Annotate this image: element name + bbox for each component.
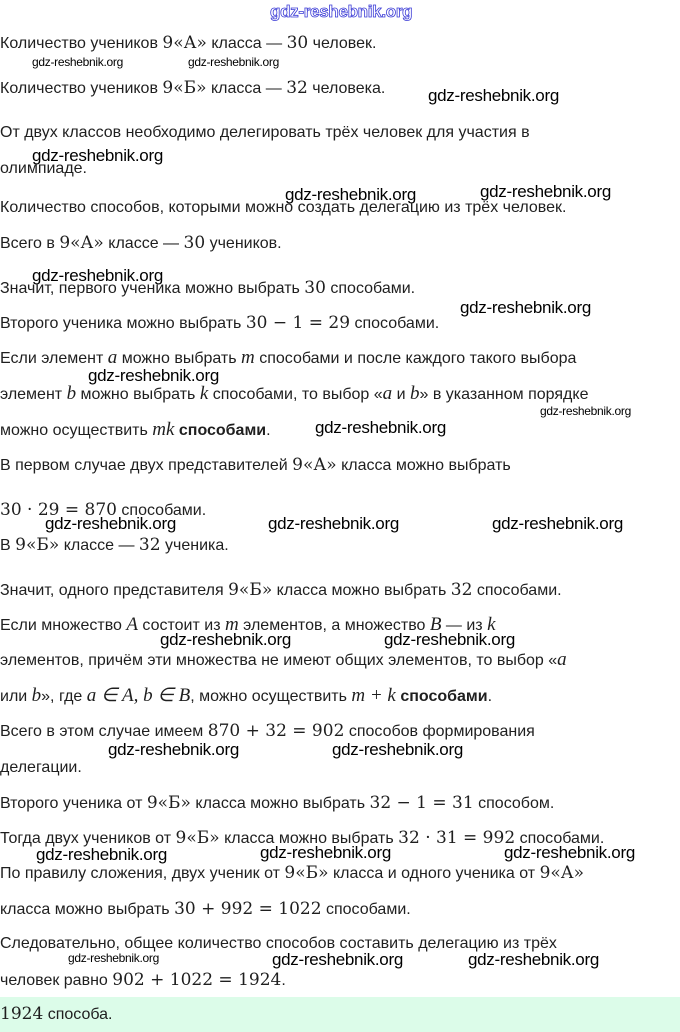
text-segment: Всего в — [0, 235, 60, 252]
watermark: gdz-reshebnik.org — [260, 843, 391, 862]
text-segment: Значит, одного представителя — [0, 582, 229, 599]
text-line — [0, 649, 567, 672]
text-segment: Второго ученика от — [0, 795, 147, 812]
text-segment: Всего в этом случае имеем — [0, 723, 208, 740]
text-line — [0, 757, 82, 779]
watermark: gdz-reshebnik.org — [88, 366, 219, 385]
watermark: gdz-reshebnik.org — [68, 951, 159, 965]
watermark: gdz-reshebnik.org — [45, 514, 176, 533]
text-segment: Если множество — [0, 617, 127, 634]
math-expression: 30 — [183, 233, 206, 253]
text-segment: В — [0, 537, 16, 554]
text-line — [0, 122, 530, 144]
text-segment: олимпиаде. — [0, 160, 87, 177]
text-segment: . — [487, 688, 493, 705]
math-expression: 30 — [304, 278, 326, 298]
math-expression: 1924 — [0, 1004, 44, 1024]
text-segment: класса — — [206, 35, 287, 52]
text-segment: , можно осуществить — [190, 688, 352, 705]
text-line — [0, 312, 439, 335]
watermark: gdz-reshebnik.org — [504, 843, 635, 862]
text-segment: учеников. — [205, 235, 282, 252]
text-segment: Тогда двух учеников от — [0, 830, 176, 847]
watermark: gdz-reshebnik.org — [160, 630, 291, 649]
math-expression: A — [126, 614, 138, 635]
text-line — [0, 232, 282, 255]
text-segment: класса — — [206, 80, 287, 97]
text-segment: способами. — [515, 830, 605, 847]
math-expression: b — [66, 383, 77, 404]
text-segment: — из — [441, 617, 488, 634]
text-segment: способа. — [43, 1006, 113, 1023]
math-expression: 32 · 31 = 992 — [398, 828, 516, 848]
math-expression: a — [557, 649, 567, 670]
math-expression: 9«Б» — [228, 580, 273, 600]
text-line — [0, 685, 492, 708]
text-segment: элементов, причём эти множества не имеют общих элементов, то выбор « — [0, 652, 558, 669]
text-segment: способами. — [472, 582, 562, 599]
watermark: gdz-reshebnik.org — [272, 950, 403, 969]
watermark: gdz-reshebnik.org — [384, 630, 515, 649]
text-segment: ученика. — [160, 537, 229, 554]
math-expression: 32 — [286, 78, 308, 98]
text-segment: делегации. — [0, 759, 82, 776]
text-segment: человек. — [308, 35, 377, 52]
text-segment: классе — — [103, 235, 184, 252]
text-segment: элемент — [0, 386, 67, 403]
text-segment: способами и после каждого такого выбора — [254, 350, 577, 367]
text-segment: В первом случае двух представителей — [0, 457, 293, 474]
text-segment: человек равно — [0, 972, 113, 989]
math-expression: mk — [152, 419, 175, 440]
text-segment: можно осуществить — [0, 422, 153, 439]
text-segment: класса можно выбрать — [190, 795, 370, 812]
math-expression: 30 — [286, 33, 309, 53]
text-segment: От двух классов необходимо делегировать трёх человек для участия в — [0, 124, 530, 141]
text-segment: класса можно выбрать — [272, 582, 451, 599]
text-line — [0, 792, 554, 815]
math-expression: m + k — [351, 685, 396, 706]
text-line — [0, 419, 271, 442]
math-expression: 30 − 1 = 29 — [245, 313, 351, 333]
answer-box — [0, 997, 680, 1032]
text-line — [0, 969, 286, 992]
watermark: gdz-reshebnik.org — [188, 55, 279, 69]
text-segment: По правилу сложения, двух ученик от — [0, 865, 285, 882]
watermark: gdz-reshebnik.org — [468, 950, 599, 969]
math-expression: 9«А» — [539, 863, 585, 883]
text-segment: Второго ученика можно выбрать — [0, 315, 246, 332]
math-expression: 32 − 1 = 31 — [369, 793, 474, 813]
text-segment: », где — [41, 688, 87, 705]
watermark: gdz-reshebnik.org — [36, 845, 167, 864]
text-segment: Количество учеников — [0, 80, 163, 97]
answer-text — [0, 1003, 113, 1026]
math-expression: 9«А» — [292, 455, 337, 475]
text-line — [0, 534, 229, 557]
watermark: gdz-reshebnik.org — [32, 266, 163, 285]
math-expression: 9«Б» — [15, 535, 60, 555]
text-segment: можно выбрать — [76, 386, 200, 403]
math-expression: m — [224, 614, 239, 635]
text-segment: и — [392, 386, 410, 403]
math-expression: 9«Б» — [284, 863, 329, 883]
text-segment: Количество способов, которыми можно создать делегацию из трёх человек. — [0, 199, 567, 216]
text-segment: способами. — [325, 280, 416, 297]
math-expression: a ∈ A, b ∈ B — [86, 685, 191, 706]
text-line — [0, 454, 511, 477]
text-segment: класса можно выбрать — [0, 901, 175, 918]
watermark: gdz-reshebnik.org — [315, 418, 446, 437]
text-segment: . — [281, 972, 286, 989]
text-segment: можно выбрать — [117, 350, 242, 367]
watermark: gdz-reshebnik.org — [332, 740, 463, 759]
text-segment: . — [266, 422, 271, 439]
math-expression: a — [382, 383, 393, 404]
math-expression: 30 · 29 = 870 — [0, 500, 117, 520]
math-expression: b — [410, 383, 420, 404]
watermark: gdz-reshebnik.org — [268, 514, 399, 533]
watermark: gdz-reshebnik.org — [460, 298, 591, 317]
text-segment: способов формирования — [344, 723, 535, 740]
text-line — [0, 77, 385, 100]
text-segment: класса можно выбрать — [219, 830, 399, 847]
text-segment: способом. — [473, 795, 555, 812]
text-segment: Если элемент — [0, 350, 108, 367]
text-line — [0, 347, 576, 370]
math-expression: m — [241, 347, 255, 368]
text-segment: Следовательно, общее количество способов составить делегацию из трёх — [0, 935, 557, 952]
watermark: gdz-reshebnik.org — [108, 740, 239, 759]
watermark: gdz-reshebnik.org — [32, 55, 123, 69]
math-expression: 870 + 32 = 902 — [207, 721, 345, 741]
text-line — [0, 579, 562, 602]
text-segment: класса можно выбрать — [336, 457, 511, 474]
math-expression: 902 + 1022 = 1924 — [112, 970, 282, 990]
math-expression: 9«Б» — [162, 78, 207, 98]
math-expression: b — [31, 685, 42, 706]
math-expression: 9«А» — [59, 233, 104, 253]
math-expression: k — [199, 383, 209, 404]
text-segment: способами. — [116, 502, 207, 519]
text-segment: класса и одного ученика от — [328, 865, 540, 882]
text-line — [0, 862, 584, 885]
watermark: gdz-reshebnik.org — [492, 514, 623, 533]
watermark: gdz-reshebnik.org — [32, 146, 163, 165]
text-segment: Количество учеников — [0, 35, 163, 52]
math-expression: 9«Б» — [146, 793, 191, 813]
text-segment: элементов, а множество — [238, 617, 430, 634]
bold-text: способами — [400, 688, 488, 705]
math-expression: a — [107, 347, 118, 368]
bold-text: способами — [178, 422, 267, 439]
watermark: gdz-reshebnik.org — [480, 182, 611, 201]
text-line — [0, 898, 411, 921]
math-expression: B — [429, 614, 442, 635]
text-segment: или — [0, 688, 32, 705]
math-expression: 32 — [138, 535, 161, 555]
text-segment: классе — — [59, 537, 139, 554]
math-expression: 30 + 992 = 1022 — [174, 899, 322, 919]
math-expression: 9«А» — [162, 33, 207, 53]
watermark: gdz-reshebnik.org — [540, 404, 631, 418]
text-segment: способами. — [321, 901, 411, 918]
watermark: gdz-reshebnik.org — [270, 2, 413, 21]
text-segment: состоит из — [137, 617, 225, 634]
text-segment: способами. — [350, 315, 440, 332]
text-segment: человека. — [307, 80, 386, 97]
text-segment: Значит, первого ученика можно выбрать — [0, 280, 305, 297]
math-expression: 9«Б» — [175, 828, 220, 848]
text-line — [0, 383, 588, 406]
watermark: gdz-reshebnik.org — [428, 86, 559, 105]
math-expression: k — [487, 614, 496, 635]
text-segment: способами, то выбор « — [208, 386, 383, 403]
text-line — [0, 32, 376, 55]
math-expression: 32 — [450, 580, 473, 600]
text-segment: » в указанном порядке — [419, 386, 589, 403]
watermark: gdz-reshebnik.org — [285, 185, 416, 204]
